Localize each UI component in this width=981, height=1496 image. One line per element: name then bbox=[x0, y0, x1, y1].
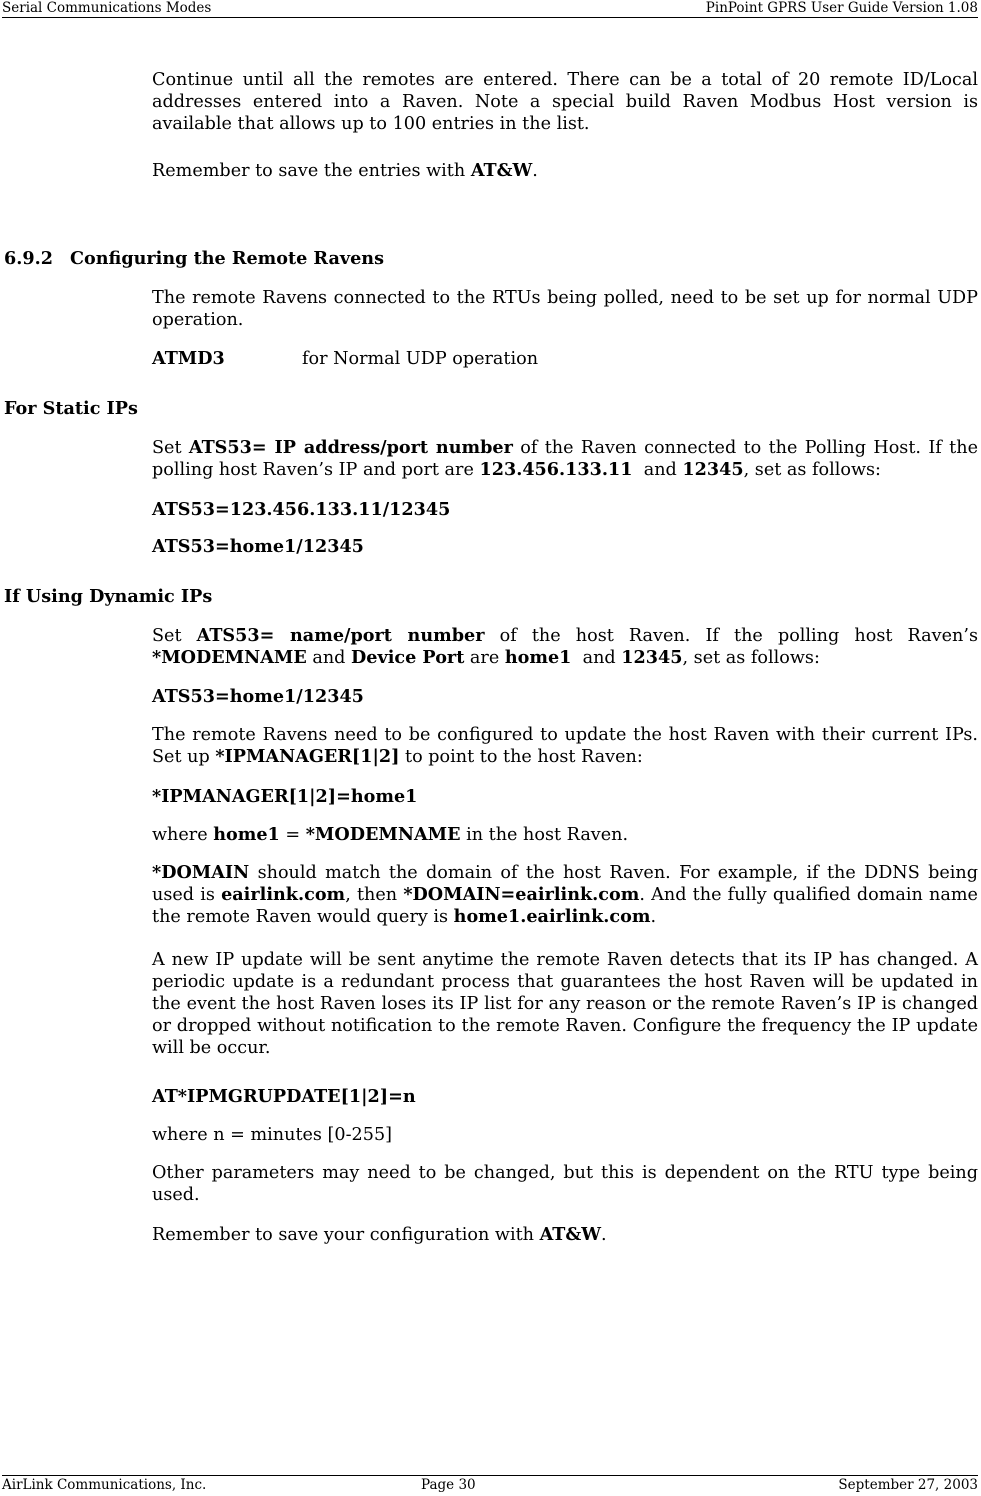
section-paragraph: The remote Ravens connected to the RTUs being polled, need to be set up for normal UDP operation. bbox=[152, 288, 978, 330]
cmd-atmd3: ATMD3 bbox=[152, 348, 225, 369]
dynamic-ips-heading: If Using Dynamic IPs bbox=[4, 586, 213, 607]
save-reminder-2: Remember to save your configuration with AT&W. bbox=[152, 1224, 607, 1245]
cmd-ipmanager: *IPMANAGER[1|2]=home1 bbox=[152, 786, 418, 807]
footer-company: AirLink Communications, Inc. bbox=[2, 1477, 207, 1493]
section-number: 6.9.2 bbox=[4, 248, 53, 269]
cmd-ats53-home1-dynamic: ATS53=home1/12345 bbox=[152, 686, 364, 707]
cmd-ats53-home1: ATS53=home1/12345 bbox=[152, 536, 364, 557]
cmd-atw: AT&W bbox=[470, 160, 533, 181]
section-heading bbox=[4, 248, 384, 270]
minutes-range-paragraph: where n = minutes [0-255] bbox=[152, 1125, 392, 1145]
domain-paragraph: *DOMAIN should match the domain of the host Raven. For example, if the DDNS being used is eairlink.com, then *DOMAIN=eairlink.com. And the fully qualified domain name the remote Raven would query is home1.eairlink.com. bbox=[152, 862, 978, 927]
running-footer bbox=[2, 1475, 978, 1496]
cmd-ipmgrupdate: AT*IPMGRUPDATE[1|2]=n bbox=[152, 1086, 416, 1107]
save-reminder-1: Remember to save the entries with AT&W. bbox=[152, 160, 538, 181]
cmd-atmd3-description: for Normal UDP operation bbox=[302, 349, 539, 369]
cmd-ats53-static-ip: ATS53=123.456.133.11/12345 bbox=[152, 499, 451, 520]
ip-update-paragraph: A new IP update will be sent anytime the remote Raven detects that its IP has changed. A periodic update is a redundant process that guarantees the host Raven will be updated in the event the host Raven loses its IP list for any reason or the remote Raven’s IP is changed or dropped without notification to the remote Raven. Configure the frequency the IP update will be occur. bbox=[152, 950, 978, 1058]
running-header bbox=[2, 0, 978, 18]
header-chapter: Serial Communications Modes bbox=[2, 0, 212, 16]
intro-paragraph: Continue until all the remotes are entered. There can be a total of 20 remote ID/Local addresses entered into a Raven. Note a special build Raven Modbus Host version is available that allows up to 100 entries in the list. bbox=[152, 70, 978, 134]
section-title: Configuring the Remote Ravens bbox=[70, 248, 384, 269]
cmd-atw-final: AT&W bbox=[539, 1224, 602, 1245]
header-guide-title: PinPoint GPRS User Guide Version 1.08 bbox=[705, 0, 978, 16]
footer-date: September 27, 2003 bbox=[838, 1477, 978, 1493]
ipmanager-paragraph: The remote Ravens need to be configured to update the host Raven with their current IPs. Set up *IPMANAGER[1|2] to point to the host Raven: bbox=[152, 725, 978, 767]
dynamic-ips-paragraph: Set ATS53= name/port number of the host Raven. If the polling host Raven’s *MODEMNAME and Device Port are home1 and 12345, set as follows: bbox=[152, 625, 978, 668]
static-ips-paragraph: Set ATS53= IP address/port number of the Raven connected to the Polling Host. If the polling host Raven’s IP and port are 123.456.133.11 and 12345, set as follows: bbox=[152, 437, 978, 480]
other-parameters-paragraph: Other parameters may need to be changed, but this is dependent on the RTU type being used. bbox=[152, 1163, 978, 1205]
footer-page-number: Page 30 bbox=[421, 1477, 476, 1493]
where-home1-paragraph: where home1 = *MODEMNAME in the host Raven. bbox=[152, 824, 629, 845]
static-ips-heading: For Static IPs bbox=[4, 398, 138, 419]
